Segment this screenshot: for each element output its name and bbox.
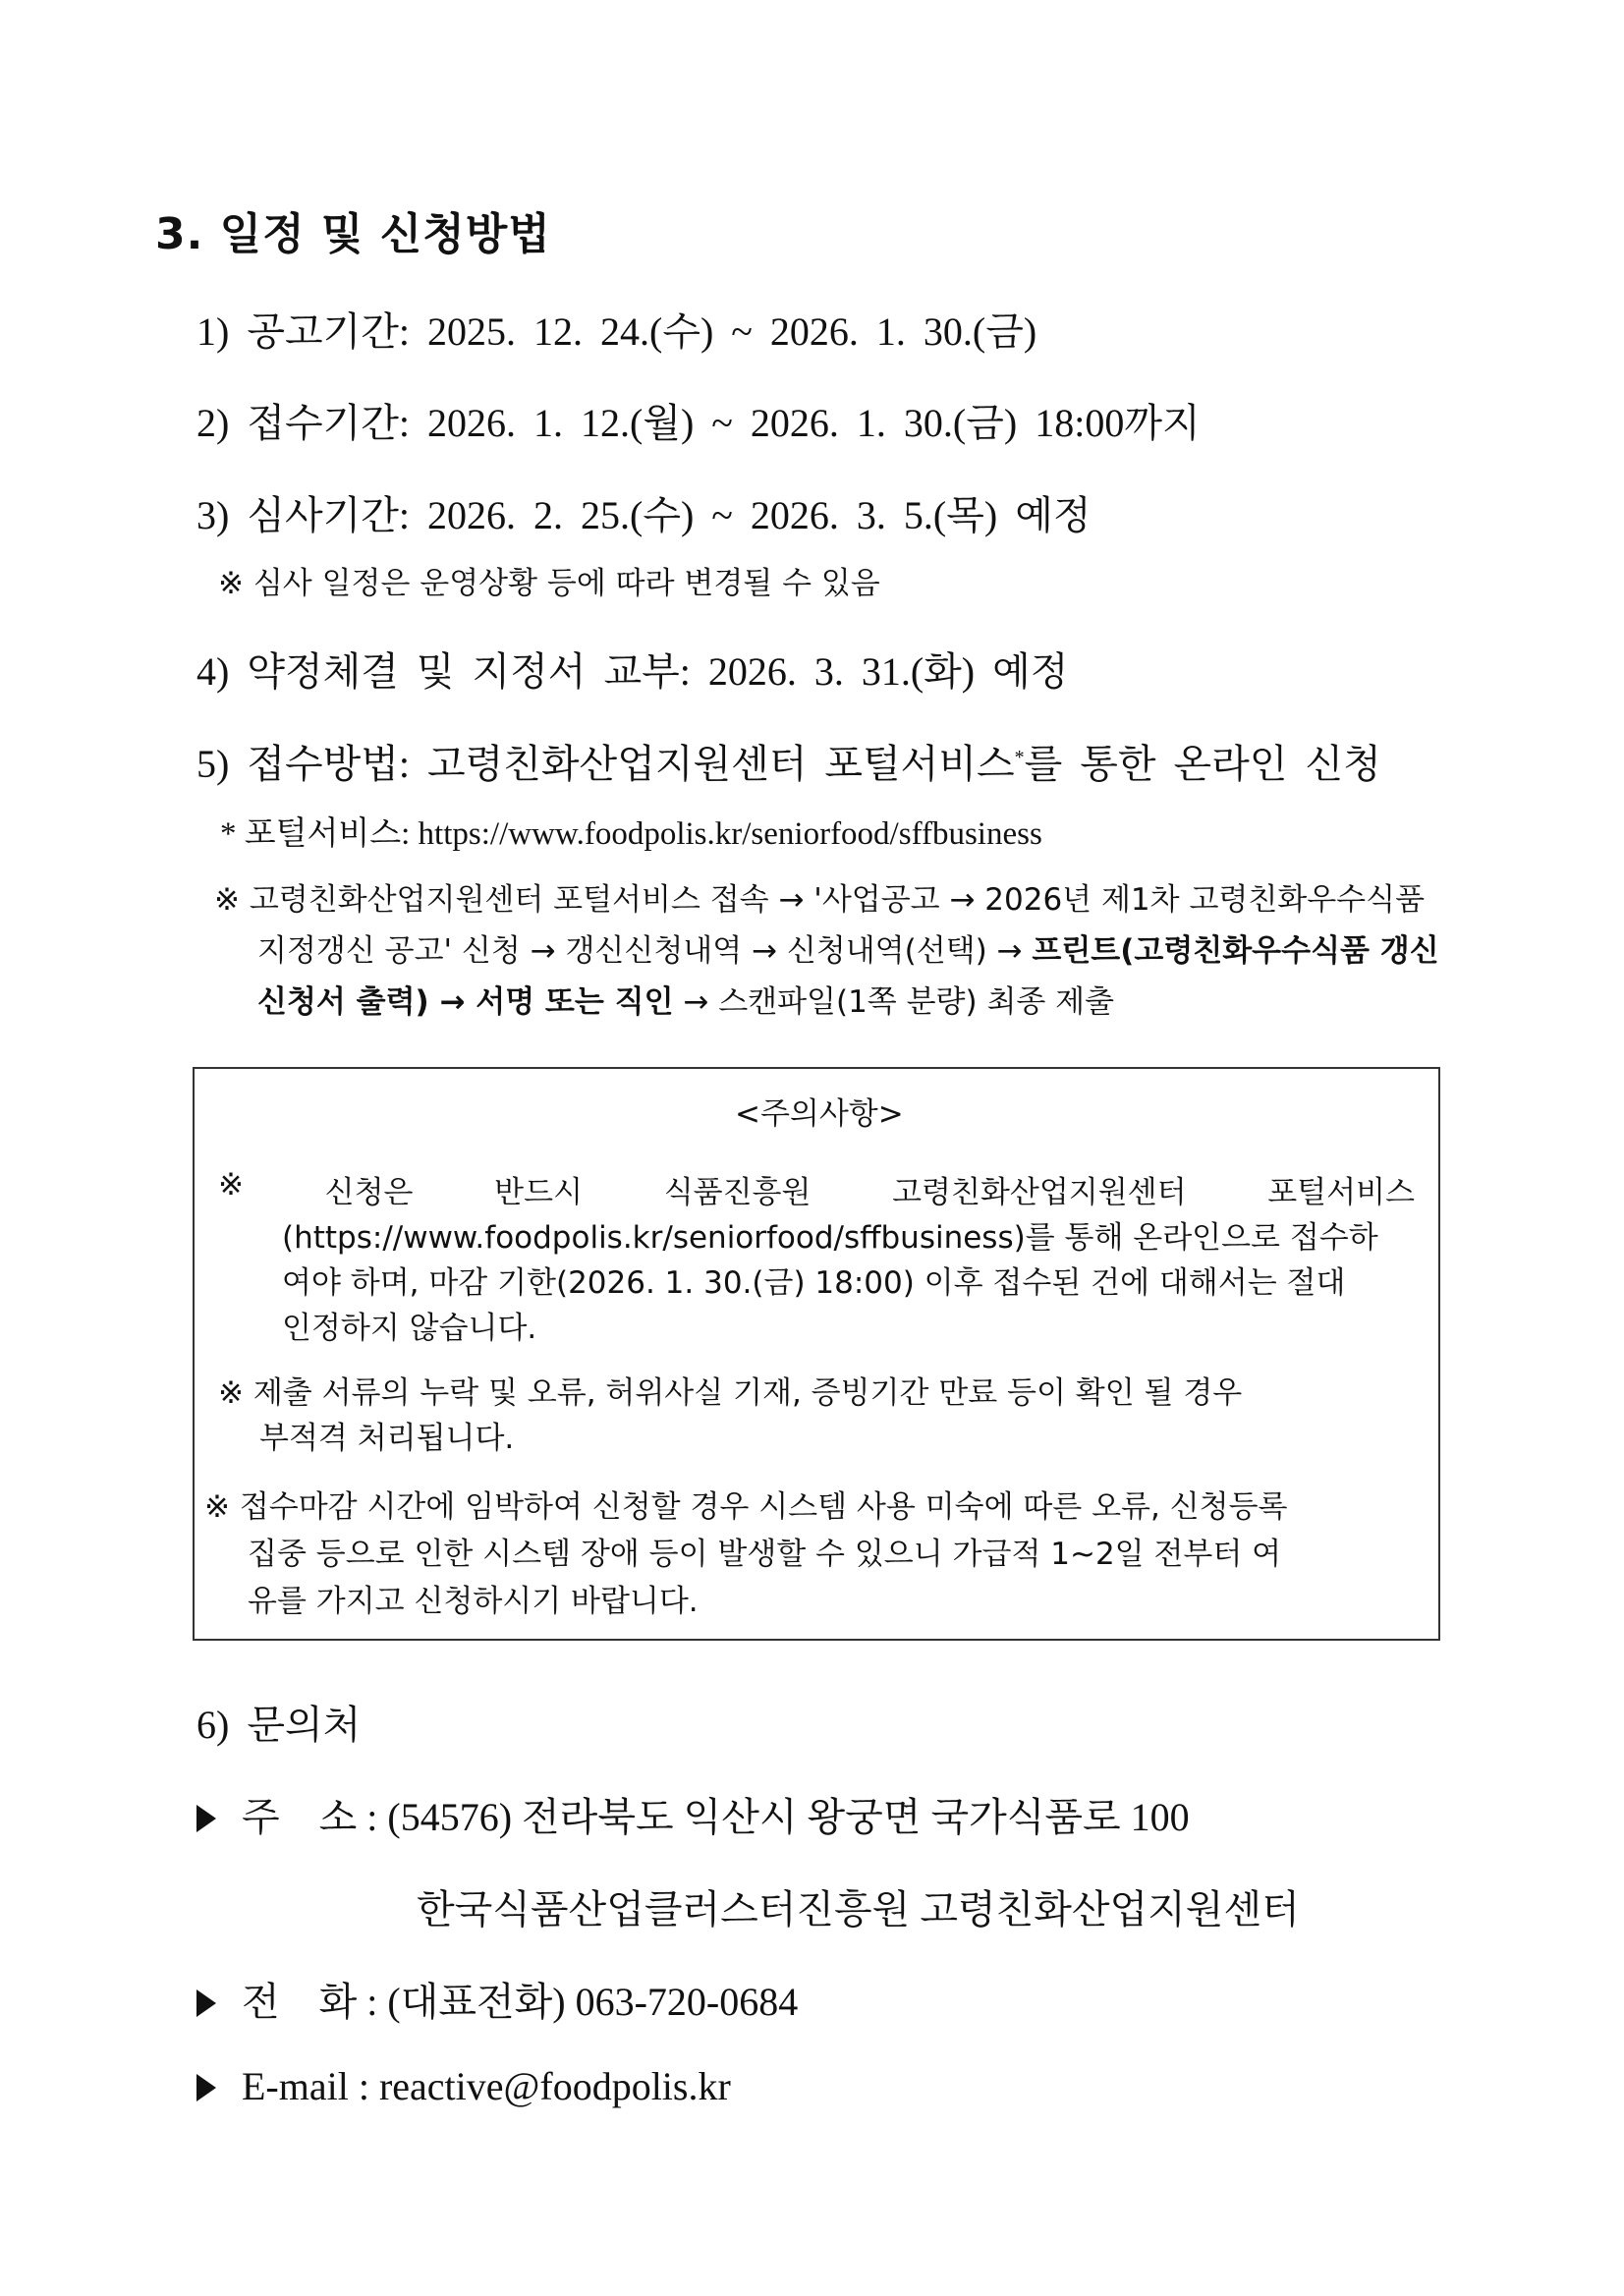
section-title: 3. 일정 및 신청방법 (155, 209, 551, 259)
phone-label: 전 화 : (242, 1980, 378, 2024)
schedule-item-announcement (196, 301, 1036, 357)
method-text-after: 를 통한 온라인 신청 (1024, 742, 1381, 786)
notice-item-1-line-3: 여야 하며, 마감 기한(2026. 1. 30.(금) 18:00) 이후 접수된 건에 대해서는 절대 (282, 1265, 1346, 1301)
steps-line-1: ※ 고령친화산업지원센터 포털서비스 접속 → '사업공고 → 2026년 제1차 고령친화우수식품 (214, 882, 1426, 918)
email-link[interactable]: reactive@foodpolis.kr (378, 2064, 731, 2108)
word: 신청은 (324, 1175, 414, 1210)
address-label: 주 소 : (242, 1795, 378, 1839)
notice-item-1-line-2: (https://www.foodpolis.kr/seniorfood/sffbusiness)를 통해 온라인으로 접수하 (282, 1220, 1378, 1256)
contact-address (196, 1786, 1190, 1842)
word: 고령친화산업지원센터 (892, 1175, 1187, 1210)
method-text: 접수방법: 고령친화산업지원센터 포털서비스 (247, 742, 1015, 786)
item-number: 2) (196, 401, 230, 445)
word: 식품진흥원 (663, 1175, 812, 1210)
schedule-item-application (196, 392, 1201, 448)
triangle-right-icon (196, 1989, 216, 2017)
address-value: (54576) 전라북도 익산시 왕궁면 국가식품로 100 (387, 1795, 1190, 1839)
notice-item-3-line-2: 집중 등으로 인한 시스템 장애 등이 발생할 수 있으니 가급적 1~2일 전부터 여 (248, 1537, 1282, 1572)
notice-item-2-line-2: 부적격 처리됩니다. (259, 1421, 515, 1456)
notice-item-1-line-1 (218, 1167, 1415, 1211)
footnote-mark: * (1014, 747, 1025, 768)
steps-normal: 지정갱신 공고' 신청 → 갱신신청내역 → 신청내역(선택) → (257, 933, 1033, 969)
item-text: 접수기간: 2026. 1. 12.(월) ~ 2026. 1. 30.(금) 18:00까지 (247, 401, 1201, 445)
notice-item-3-line-3: 유를 가지고 신청하시기 바랍니다. (248, 1584, 699, 1619)
contact-organization: 한국식품산업클러스터진흥원 고령친화산업지원센터 (417, 1887, 1300, 1932)
word: 반드시 (494, 1175, 584, 1210)
triangle-right-icon (196, 1805, 216, 1832)
notice-title: <주의사항> (735, 1096, 904, 1132)
application-method (196, 733, 1381, 789)
item-number: 4) (196, 649, 230, 694)
review-note: ※ 심사 일정은 운영상황 등에 따라 변경될 수 있음 (218, 566, 880, 601)
schedule-item-review (196, 484, 1091, 540)
portal-url-note: * 포털서비스: https://www.foodpolis.kr/seniorfood/sffbusiness (220, 816, 1042, 852)
word: 포털서비스 (1267, 1175, 1415, 1210)
notice-item-3-line-1: ※ 접수마감 시간에 임박하여 신청할 경우 시스템 사용 미숙에 따른 오류, 신청등록 (204, 1489, 1288, 1525)
phone-value: (대표전화) 063-720-0684 (387, 1980, 799, 2024)
item-text: 공고기간: 2025. 12. 24.(수) ~ 2026. 1. 30.(금) (247, 309, 1037, 354)
item-text: 약정체결 및 지정서 교부: 2026. 3. 31.(화) 예정 (247, 649, 1069, 694)
contact-phone (196, 1971, 798, 2027)
contact-heading (196, 1694, 361, 1750)
reference-mark: ※ (218, 1167, 244, 1203)
notice-item-1-line-4: 인정하지 않습니다. (282, 1311, 537, 1346)
email-label: E-mail : (242, 2064, 369, 2108)
steps-line-2 (257, 925, 1439, 970)
triangle-right-icon (196, 2074, 216, 2101)
item-number: 5) (196, 742, 230, 786)
steps-bold: 신청서 출력) → 서명 또는 직인 (257, 984, 674, 1020)
notice-item-2-line-1: ※ 제출 서류의 누락 및 오류, 허위사실 기재, 증빙기간 만료 등이 확인 될 경우 (218, 1375, 1243, 1411)
item-number: 6) (196, 1703, 230, 1747)
contact-email (196, 2063, 731, 2109)
item-number: 3) (196, 493, 230, 537)
steps-line-3 (257, 977, 1114, 1021)
item-number: 1) (196, 309, 230, 354)
steps-normal: → 스캔파일(1쪽 분량) 최종 제출 (673, 984, 1115, 1020)
schedule-item-agreement (196, 641, 1068, 697)
steps-bold: 프린트(고령친화우수식품 갱신 (1032, 933, 1439, 969)
item-text: 심사기간: 2026. 2. 25.(수) ~ 2026. 3. 5.(목) 예정 (247, 493, 1092, 537)
contact-title: 문의처 (247, 1703, 362, 1747)
